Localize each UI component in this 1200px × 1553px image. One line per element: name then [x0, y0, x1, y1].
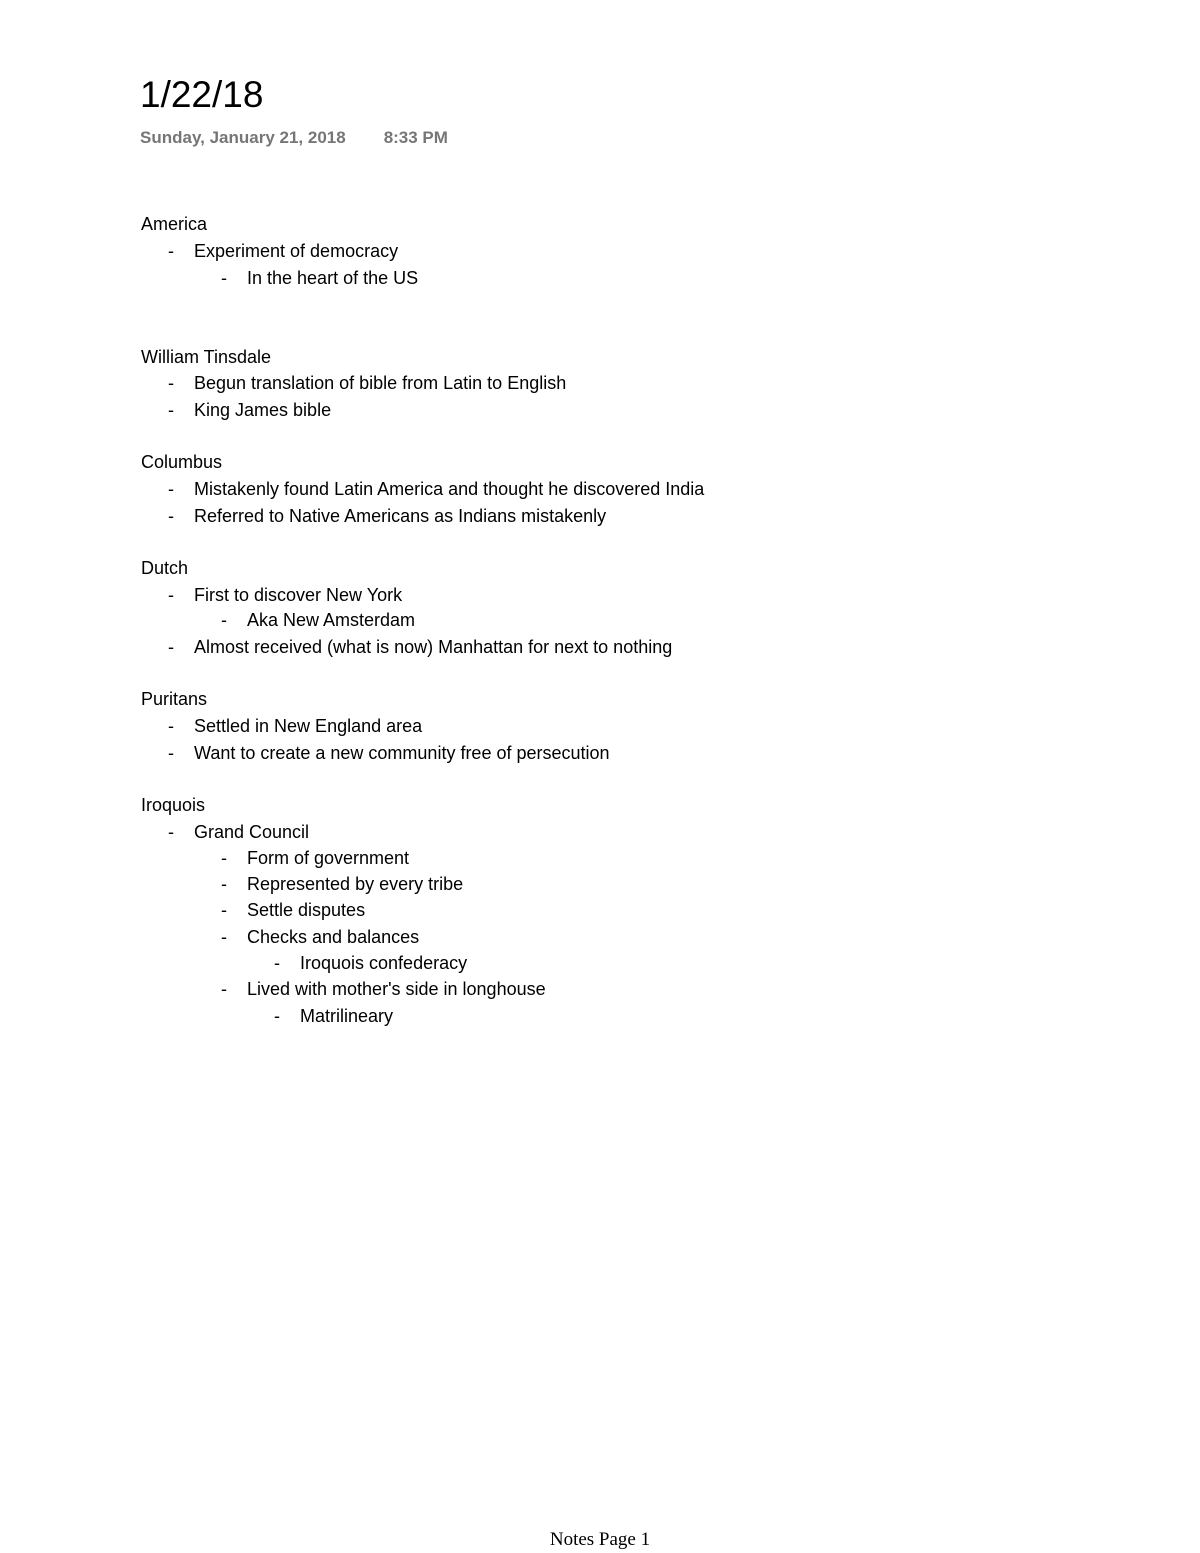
note-bullet-level-1	[168, 371, 566, 395]
bullet-dash-icon: -	[168, 716, 174, 736]
page-meta	[140, 126, 448, 150]
note-text: Matrilineary	[300, 1006, 394, 1026]
note-bullet-level-1	[168, 714, 422, 738]
note-text: Settled in New England area	[194, 716, 423, 736]
page-time: 8:33 PM	[383, 128, 448, 147]
bullet-dash-icon: -	[221, 900, 227, 920]
page-footer: Notes Page 1	[549, 1529, 651, 1550]
bullet-dash-icon: -	[168, 479, 174, 499]
note-bullet-level-2	[221, 925, 419, 949]
note-text: Iroquois	[141, 795, 206, 815]
note-bullet-level-1	[168, 239, 398, 263]
note-text: America	[141, 214, 208, 234]
note-text: Iroquois confederacy	[300, 953, 468, 973]
note-text: Begun translation of bible from Latin to English	[194, 373, 567, 393]
note-bullet-level-2	[221, 977, 546, 1001]
bullet-dash-icon: -	[274, 1006, 280, 1026]
note-heading	[141, 556, 188, 580]
note-text: Referred to Native Americans as Indians mistakenly	[194, 506, 607, 526]
bullet-dash-icon: -	[168, 373, 174, 393]
note-text: First to discover New York	[194, 585, 403, 605]
note-bullet-level-1	[168, 477, 704, 501]
note-text: Represented by every tribe	[247, 874, 464, 894]
note-text: Want to create a new community free of persecution	[194, 743, 610, 763]
bullet-dash-icon: -	[168, 743, 174, 763]
note-bullet-level-1	[168, 741, 610, 765]
note-text: Experiment of democracy	[194, 241, 399, 261]
note-text: Form of government	[247, 848, 410, 868]
note-heading	[141, 212, 207, 236]
note-bullet-level-1	[168, 820, 309, 844]
note-text: Grand Council	[194, 822, 310, 842]
bullet-dash-icon: -	[168, 585, 174, 605]
bullet-dash-icon: -	[168, 637, 174, 657]
note-bullet-level-2	[221, 872, 463, 896]
bullet-dash-icon: -	[221, 979, 227, 999]
note-bullet-level-1	[168, 504, 606, 528]
bullet-dash-icon: -	[274, 953, 280, 973]
note-text: Aka New Amsterdam	[247, 610, 416, 630]
note-bullet-level-2	[221, 846, 409, 870]
note-bullet-level-1	[168, 635, 672, 659]
note-heading	[141, 345, 271, 369]
note-heading	[141, 450, 222, 474]
note-heading	[141, 687, 207, 711]
page-date: Sunday, January 21, 2018	[140, 128, 346, 147]
note-text: Puritans	[141, 689, 208, 709]
note-bullet-level-1	[168, 583, 402, 607]
note-bullet-level-2	[221, 608, 415, 632]
note-text: Settle disputes	[247, 900, 366, 920]
note-text: William Tinsdale	[141, 347, 272, 367]
note-text: Almost received (what is now) Manhattan for next to nothing	[194, 637, 673, 657]
page-title: 1/22/18	[140, 74, 264, 115]
note-bullet-level-2	[221, 898, 365, 922]
note-bullet-level-1	[168, 398, 331, 422]
bullet-dash-icon: -	[221, 268, 227, 288]
note-heading	[141, 793, 205, 817]
bullet-dash-icon: -	[168, 506, 174, 526]
note-text: In the heart of the US	[247, 268, 419, 288]
note-text: Lived with mother's side in longhouse	[247, 979, 546, 999]
bullet-dash-icon: -	[168, 400, 174, 420]
note-text: King James bible	[194, 400, 332, 420]
note-text: Dutch	[141, 558, 189, 578]
note-text: Mistakenly found Latin America and thought he discovered India	[194, 479, 705, 499]
bullet-dash-icon: -	[221, 927, 227, 947]
note-bullet-level-3	[274, 1004, 393, 1028]
note-text: Checks and balances	[247, 927, 420, 947]
bullet-dash-icon: -	[221, 610, 227, 630]
bullet-dash-icon: -	[168, 822, 174, 842]
note-bullet-level-2	[221, 266, 418, 290]
bullet-dash-icon: -	[168, 241, 174, 261]
bullet-dash-icon: -	[221, 874, 227, 894]
note-text: Columbus	[141, 452, 223, 472]
bullet-dash-icon: -	[221, 848, 227, 868]
note-bullet-level-3	[274, 951, 467, 975]
